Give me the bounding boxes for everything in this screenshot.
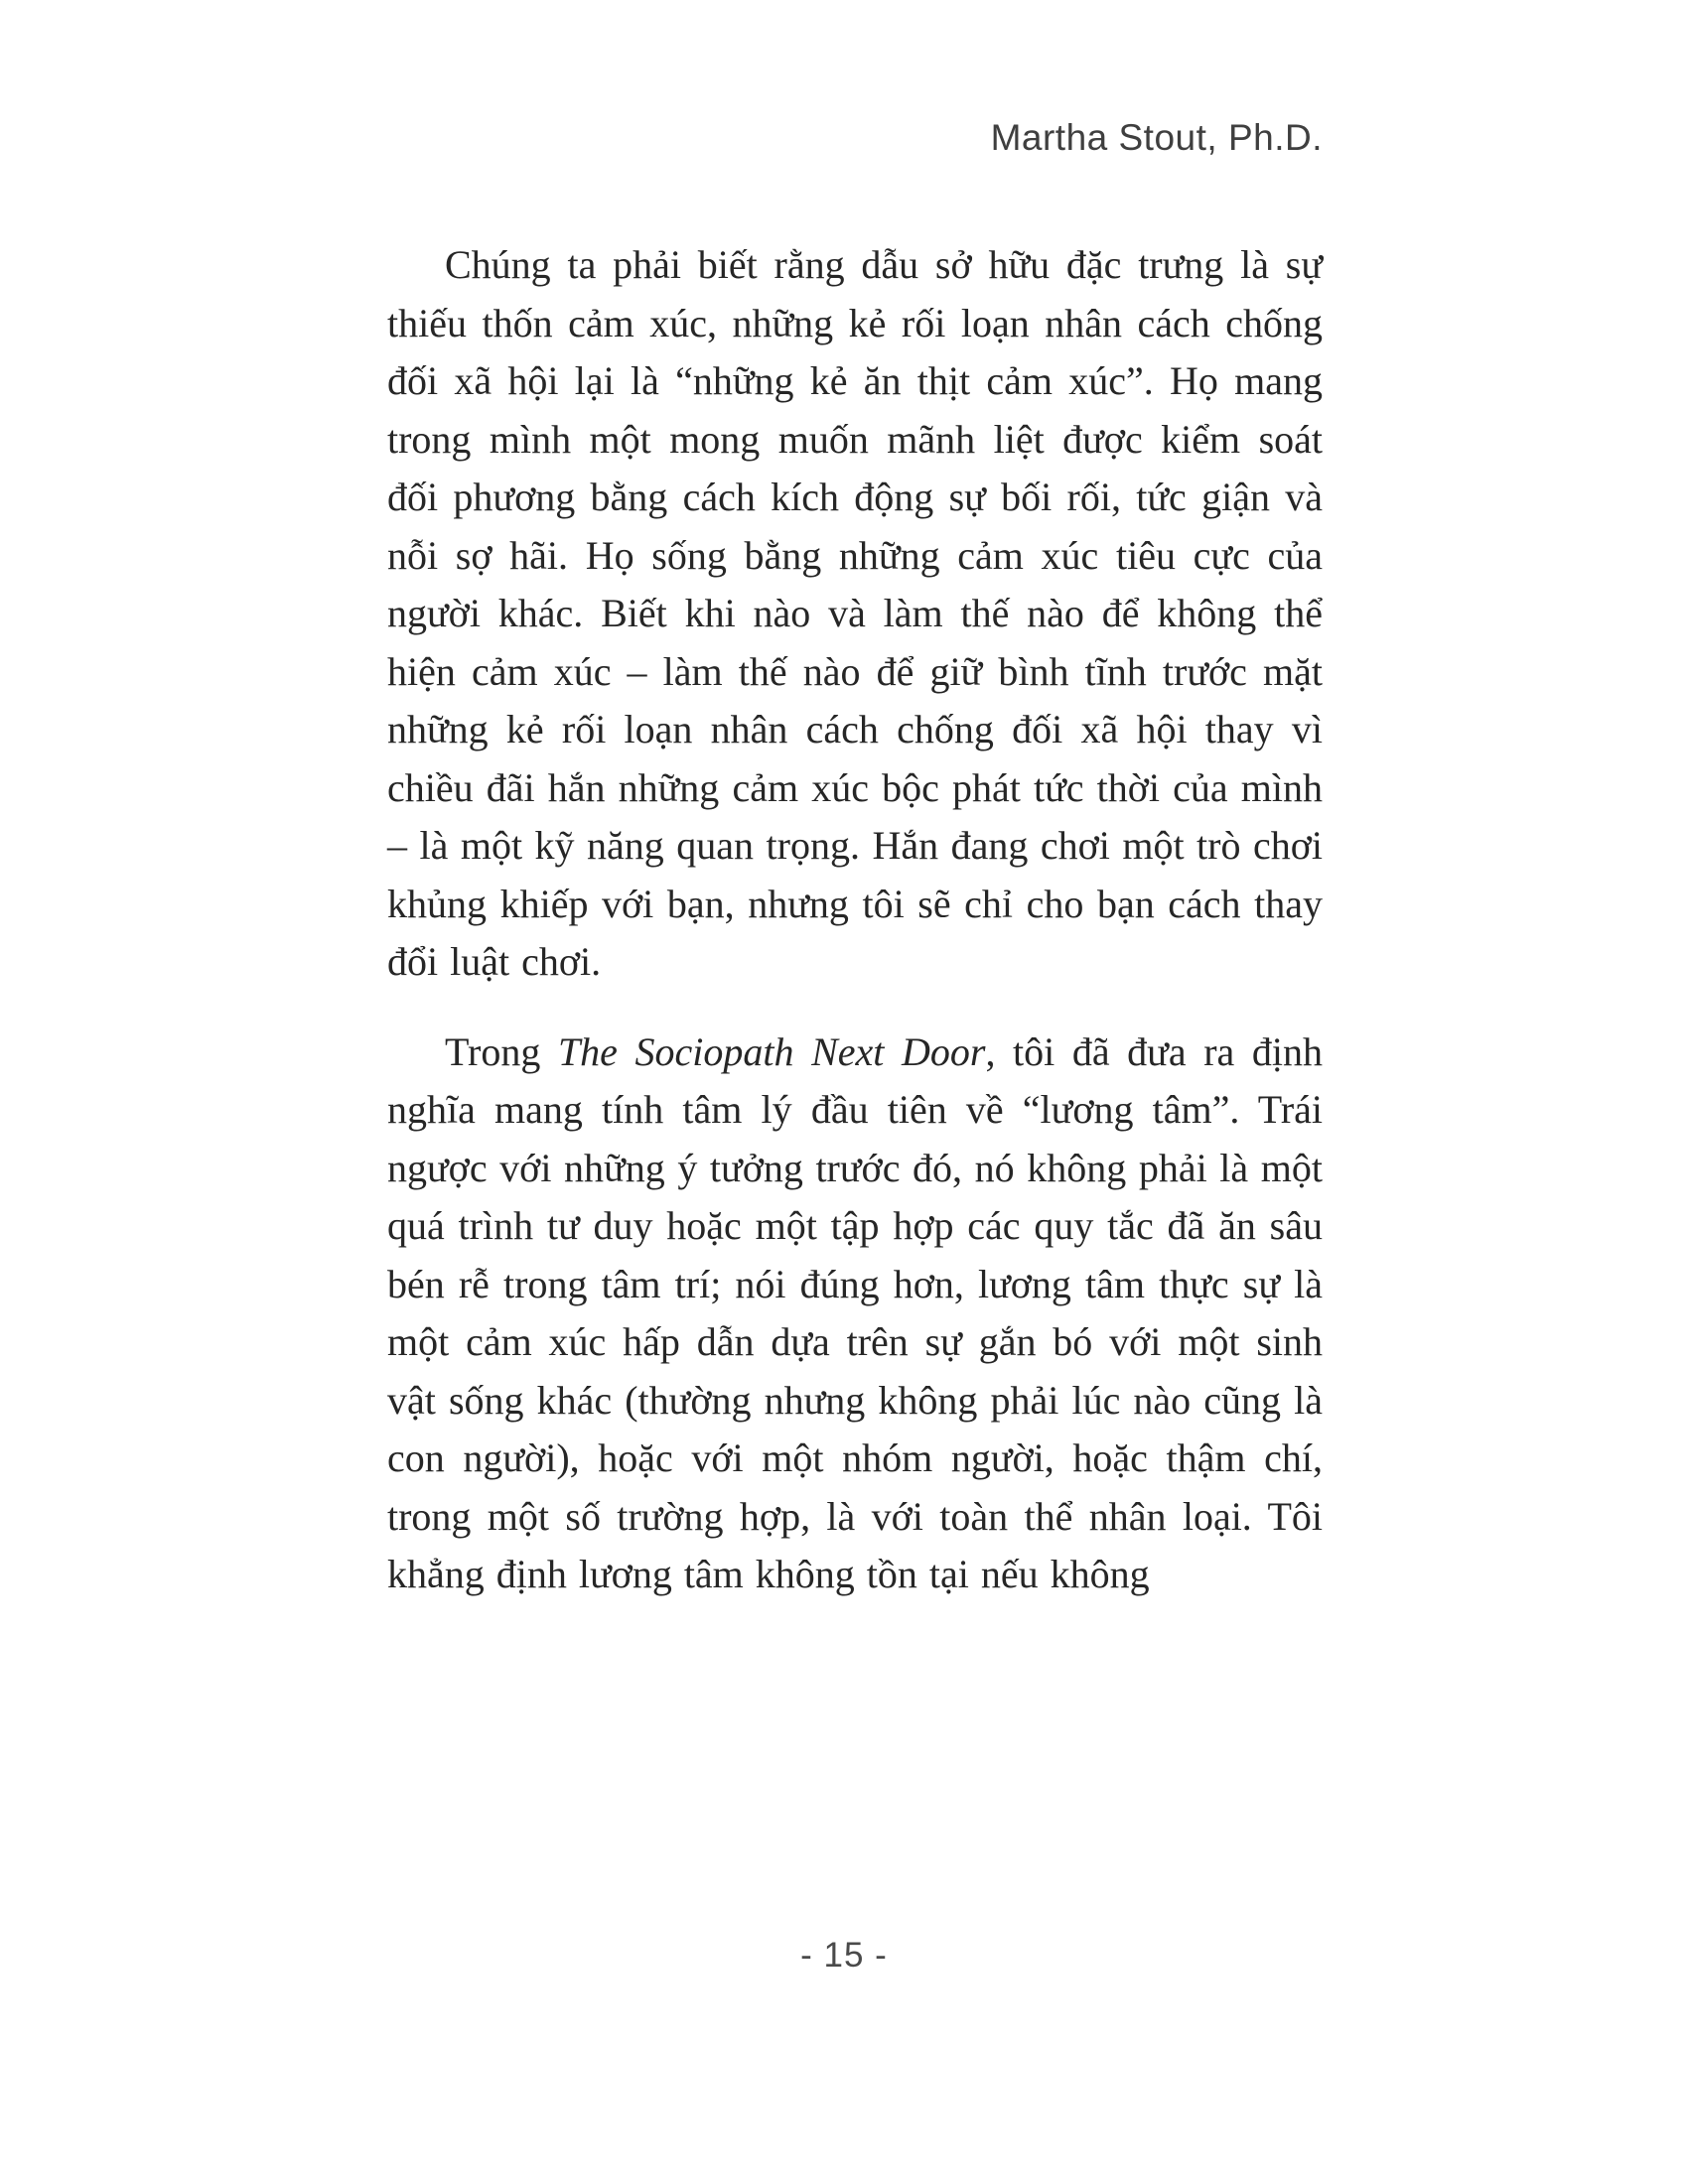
- page-number: - 15 -: [800, 1936, 888, 1975]
- paragraph-1: Chúng ta phải biết rằng dẫu sở hữu đặc trưng là sự thiếu thốn cảm xúc, những kẻ rối loạn nhân cách chống đối xã hội lại là “những kẻ ăn thịt cảm xúc”. Họ mang trong mình một mong muốn mãnh liệt được kiểm soát đối phương bằng cách kích động sự bối rối, tức giận và nỗi sợ hãi. Họ sống bằng những cảm xúc tiêu cực của người khác. Biết khi nào và làm thế nào để không thể hiện cảm xúc – làm thế nào để giữ bình tĩnh trước mặt những kẻ rối loạn nhân cách chống đối xã hội thay vì chiều đãi hắn những cảm xúc bộc phát tức thời của mình – là một kỹ năng quan trọng. Hắn đang chơi một trò chơi khủng khiếp với bạn, nhưng tôi sẽ chỉ cho bạn cách thay đổi luật chơi.: [387, 242, 1323, 984]
- book-title-italic: The Sociopath Next Door: [557, 1028, 986, 1074]
- running-header-author: Martha Stout, Ph.D.: [990, 117, 1323, 158]
- body-text: [387, 236, 1323, 1604]
- paragraph-2: [387, 1024, 1323, 1604]
- paragraph-2-lead: Trong: [445, 1028, 558, 1074]
- paragraph-2-rest: , tôi đã đưa ra định nghĩa mang tính tâm lý đầu tiên về “lương tâm”. Trái ngược với những ý tưởng trước đó, nó không phải là một quá trình tư duy hoặc một tập hợp các quy tắc đã ăn sâu bén rễ trong tâm trí; nói đúng hơn, lương tâm thực sự là một cảm xúc hấp dẫn dựa trên sự gắn bó với một sinh vật sống khác (thường nhưng không phải lúc nào cũng là con người), hoặc với một nhóm người, hoặc thậm chí, trong một số trường hợp, là với toàn thể nhân loại. Tôi khẳng định lương tâm không tồn tại nếu không: [387, 1028, 1323, 1596]
